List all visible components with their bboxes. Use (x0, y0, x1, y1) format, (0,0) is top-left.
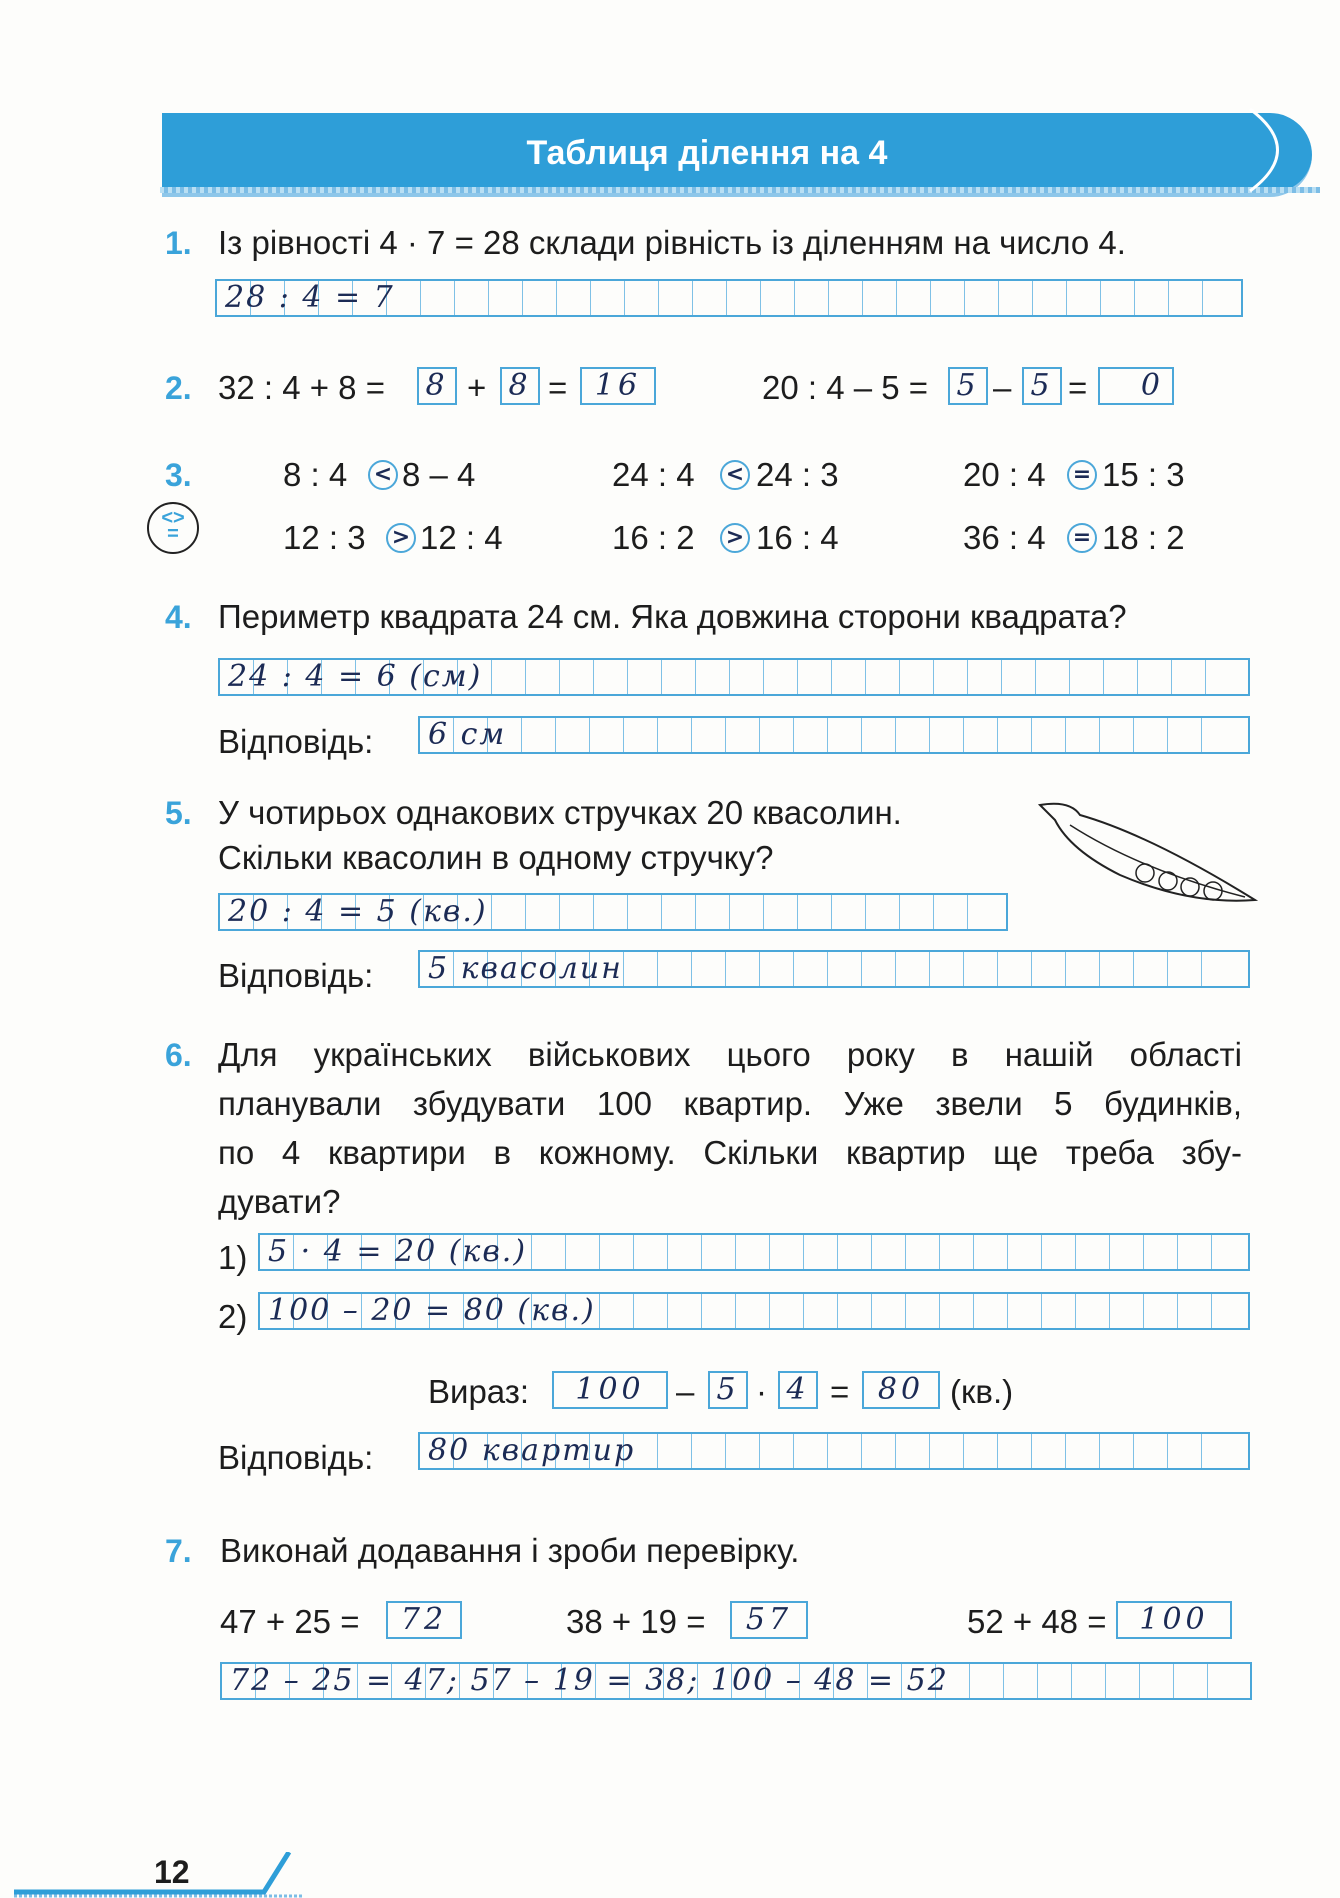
grid-cell[interactable] (804, 1294, 838, 1328)
grid-cell[interactable] (1110, 1294, 1144, 1328)
task-2-box-result-2[interactable]: 0 (1098, 367, 1174, 405)
task-2-box-c[interactable]: 5 (948, 367, 988, 405)
grid-cell[interactable] (862, 1434, 896, 1468)
task-7-text: Виконай додавання і зроби перевірку. (220, 1532, 800, 1569)
grid-cell[interactable] (798, 660, 832, 694)
grid-cell[interactable] (455, 281, 489, 315)
task-5-answer-grid[interactable] (418, 950, 1250, 988)
grid-cell[interactable] (863, 281, 897, 315)
task-2-box-d[interactable]: 5 (1022, 367, 1062, 405)
grid-cell[interactable] (862, 952, 896, 986)
grid-cell[interactable] (1178, 1294, 1212, 1328)
grid-cell[interactable] (906, 1235, 940, 1269)
grid-cell[interactable] (1100, 952, 1134, 986)
task-3-item-2-right: 24 : 3 (756, 456, 839, 493)
grid-cell[interactable] (931, 281, 965, 315)
grid-cell[interactable] (1008, 1294, 1042, 1328)
grid-cell[interactable] (692, 718, 726, 752)
grid-cell[interactable] (625, 281, 659, 315)
task-5-solution-grid[interactable] (218, 893, 1008, 931)
grid-cell[interactable] (998, 718, 1032, 752)
task-4-number: 4. (165, 599, 192, 635)
pea-pod-illustration (1030, 795, 1260, 915)
grid-cell[interactable] (968, 895, 1002, 929)
task-2-box-result[interactable]: 16 (580, 367, 656, 405)
grid-cell[interactable] (1066, 952, 1100, 986)
task-4-text: Периметр квадрата 24 см. Яка довжина сторони квадрата? (218, 598, 1127, 635)
grid-cell[interactable] (1100, 718, 1134, 752)
task-2-eq-2: = (1068, 369, 1088, 406)
grid-cell[interactable] (930, 952, 964, 986)
grid-cell[interactable] (838, 1294, 872, 1328)
task-4-answer-label: Відповідь: (218, 723, 374, 760)
grid-cell[interactable] (1042, 1235, 1076, 1269)
grid-cell[interactable] (726, 1434, 760, 1468)
grid-cell[interactable] (897, 281, 931, 315)
task-7-sum-3-result[interactable]: 100 (1116, 1601, 1232, 1639)
grid-cell[interactable] (866, 895, 900, 929)
grid-cell[interactable] (760, 1434, 794, 1468)
grid-cell[interactable] (726, 952, 760, 986)
task-5-line-1: У чотирьох однакових стручках 20 квасолин. (218, 794, 902, 831)
grid-cell[interactable] (692, 952, 726, 986)
task-6-expr-unit: (кв.) (950, 1373, 1014, 1410)
grid-cell[interactable] (1038, 1664, 1072, 1698)
grid-cell[interactable] (591, 281, 625, 315)
grid-cell[interactable] (726, 718, 760, 752)
grid-cell[interactable] (492, 895, 526, 929)
grid-cell[interactable] (532, 1235, 566, 1269)
grid-cell[interactable] (1206, 660, 1240, 694)
grid-cell[interactable] (1042, 1294, 1076, 1328)
task-7-sum-1: 47 + 25 = (220, 1603, 360, 1640)
task-2-eq: = (548, 369, 568, 406)
grid-cell[interactable] (940, 1294, 974, 1328)
task-1-number: 1. (165, 225, 192, 261)
task-6-step-2-grid[interactable] (258, 1292, 1250, 1330)
task-7-checks: 72 – 25 = 47; 57 – 19 = 38; 100 – 48 = 52 (230, 1663, 949, 1698)
task-6-expr-box-result[interactable]: 80 (862, 1371, 940, 1409)
task-1-text: Із рівності 4 · 7 = 28 склади рівність із діленням на число 4. (218, 224, 1126, 261)
grid-cell[interactable] (829, 281, 863, 315)
grid-cell[interactable] (696, 895, 730, 929)
grid-cell[interactable] (634, 1294, 668, 1328)
task-6-expr-box-b[interactable]: 5 (708, 1371, 748, 1409)
grid-cell[interactable] (964, 952, 998, 986)
grid-cell[interactable] (872, 1235, 906, 1269)
grid-cell[interactable] (628, 660, 662, 694)
grid-cell[interactable] (1066, 1434, 1100, 1468)
task-5-answer-label: Відповідь: (218, 957, 374, 994)
grid-cell[interactable] (965, 281, 999, 315)
grid-cell[interactable] (828, 1434, 862, 1468)
grid-cell[interactable] (1135, 281, 1169, 315)
task-6-answer-label: Відповідь: (218, 1439, 374, 1476)
grid-cell[interactable] (900, 895, 934, 929)
task-1-answer: 28 : 4 = 7 (225, 280, 395, 315)
grid-cell[interactable] (662, 660, 696, 694)
grid-cell[interactable] (1002, 660, 1036, 694)
grid-cell[interactable] (934, 660, 968, 694)
grid-cell[interactable] (668, 1235, 702, 1269)
grid-cell[interactable] (658, 718, 692, 752)
grid-cell[interactable] (1202, 952, 1236, 986)
grid-cell[interactable] (794, 718, 828, 752)
grid-cell[interactable] (999, 281, 1033, 315)
grid-cell[interactable] (1033, 281, 1067, 315)
task-5-solution: 20 : 4 = 5 (кв.) (228, 894, 488, 929)
grid-cell[interactable] (1138, 660, 1172, 694)
task-6-expr-eq: = (830, 1373, 850, 1410)
grid-cell[interactable] (900, 660, 934, 694)
task-6-expr-label: Вираз: (428, 1373, 530, 1410)
task-6-expr-box-c[interactable]: 4 (778, 1371, 818, 1409)
grid-cell[interactable] (1067, 281, 1101, 315)
page-number: 12 (154, 1854, 190, 1890)
task-4-solution-grid[interactable] (218, 658, 1250, 696)
task-5-line-2: Скільки квасолин в одному стручку? (218, 839, 774, 876)
task-3-item-1-sign[interactable]: < (368, 460, 398, 490)
grid-cell[interactable] (628, 895, 662, 929)
task-7-sum-2: 38 + 19 = (566, 1603, 706, 1640)
grid-cell[interactable] (794, 952, 828, 986)
grid-cell[interactable] (566, 1235, 600, 1269)
grid-cell[interactable] (761, 281, 795, 315)
grid-cell[interactable] (1208, 1664, 1242, 1698)
task-6-answer-grid[interactable] (418, 1432, 1250, 1470)
grid-cell[interactable] (1008, 1235, 1042, 1269)
task-6-number: 6. (165, 1037, 192, 1073)
task-3-item-3-sign[interactable]: = (1067, 460, 1097, 490)
grid-cell[interactable] (964, 1434, 998, 1468)
task-6-answer: 80 квартир (428, 1433, 636, 1468)
task-4-solution: 24 : 4 = 6 (см) (228, 659, 483, 694)
grid-cell[interactable] (1134, 1434, 1168, 1468)
grid-cell[interactable] (1168, 952, 1202, 986)
grid-cell[interactable] (1100, 1434, 1134, 1468)
task-6-step-1-grid[interactable] (258, 1233, 1250, 1271)
grid-cell[interactable] (760, 952, 794, 986)
grid-cell[interactable] (770, 1235, 804, 1269)
grid-cell[interactable] (594, 895, 628, 929)
task-2-expr-2: 20 : 4 – 5 = (762, 369, 929, 406)
grid-cell[interactable] (974, 1294, 1008, 1328)
grid-cell[interactable] (526, 660, 560, 694)
grid-cell[interactable] (1212, 1235, 1246, 1269)
grid-cell[interactable] (594, 660, 628, 694)
task-4-answer-grid[interactable] (418, 716, 1250, 754)
grid-cell[interactable] (590, 718, 624, 752)
grid-cell[interactable] (764, 660, 798, 694)
grid-cell[interactable] (1032, 1434, 1066, 1468)
grid-cell[interactable] (600, 1235, 634, 1269)
grid-cell[interactable] (1101, 281, 1135, 315)
grid-cell[interactable] (526, 895, 560, 929)
grid-cell[interactable] (492, 660, 526, 694)
grid-cell[interactable] (624, 718, 658, 752)
task-3-item-3-right: 15 : 3 (1102, 456, 1185, 493)
grid-cell[interactable] (940, 1235, 974, 1269)
grid-cell[interactable] (560, 895, 594, 929)
grid-cell[interactable] (1032, 952, 1066, 986)
grid-cell[interactable] (832, 895, 866, 929)
grid-cell[interactable] (658, 952, 692, 986)
grid-cell[interactable] (930, 1434, 964, 1468)
grid-cell[interactable] (934, 895, 968, 929)
task-6-expr-box-a[interactable]: 100 (552, 1371, 668, 1409)
task-3-item-5-right: 16 : 4 (756, 519, 839, 556)
grid-cell[interactable] (736, 1294, 770, 1328)
grid-cell[interactable] (1032, 718, 1066, 752)
grid-cell[interactable] (730, 660, 764, 694)
grid-cell[interactable] (1104, 660, 1138, 694)
grid-cell[interactable] (872, 1294, 906, 1328)
task-3-item-2-sign[interactable]: < (720, 460, 750, 490)
grid-cell[interactable] (696, 660, 730, 694)
task-5-number: 5. (165, 795, 192, 831)
compare-signs-icon: <> = (147, 502, 199, 554)
grid-cell[interactable] (794, 1434, 828, 1468)
grid-cell[interactable] (1110, 1235, 1144, 1269)
task-3-number: 3. (165, 457, 192, 493)
grid-cell[interactable] (634, 1235, 668, 1269)
task-7-sum-3: 52 + 48 = (967, 1603, 1107, 1640)
grid-cell[interactable] (730, 895, 764, 929)
task-3-item-4-sign[interactable]: > (386, 523, 416, 553)
grid-cell[interactable] (998, 1434, 1032, 1468)
grid-cell[interactable] (1169, 281, 1203, 315)
grid-cell[interactable] (522, 718, 556, 752)
task-7-sum-1-result[interactable]: 72 (386, 1601, 462, 1639)
grid-cell[interactable] (764, 895, 798, 929)
grid-cell[interactable] (798, 895, 832, 929)
task-6-line-4: дувати? (218, 1183, 341, 1220)
grid-cell[interactable] (974, 1235, 1008, 1269)
grid-cell[interactable] (1066, 718, 1100, 752)
grid-cell[interactable] (1134, 718, 1168, 752)
grid-cell[interactable] (1174, 1664, 1208, 1698)
grid-cell[interactable] (1212, 1294, 1246, 1328)
grid-cell[interactable] (970, 1664, 1004, 1698)
grid-cell[interactable] (489, 281, 523, 315)
grid-cell[interactable] (1076, 1294, 1110, 1328)
task-3-item-4-right: 12 : 4 (420, 519, 503, 556)
grid-cell[interactable] (1144, 1235, 1178, 1269)
grid-cell[interactable] (1072, 1664, 1106, 1698)
grid-cell[interactable] (838, 1235, 872, 1269)
grid-cell[interactable] (1140, 1664, 1174, 1698)
grid-cell[interactable] (968, 660, 1002, 694)
grid-cell[interactable] (866, 660, 900, 694)
grid-cell[interactable] (693, 281, 727, 315)
task-6-line-1: Для українських військових цього року в нашій області (218, 1036, 1242, 1073)
grid-cell[interactable] (964, 718, 998, 752)
grid-cell[interactable] (760, 718, 794, 752)
task-2-box-a[interactable]: 8 (417, 367, 457, 405)
grid-cell[interactable] (702, 1294, 736, 1328)
grid-cell[interactable] (795, 281, 829, 315)
grid-cell[interactable] (556, 718, 590, 752)
grid-cell[interactable] (896, 952, 930, 986)
grid-cell[interactable] (1076, 1235, 1110, 1269)
task-7-checks-grid[interactable] (220, 1662, 1252, 1700)
task-3-item-3-left: 20 : 4 (963, 456, 1046, 493)
grid-cell[interactable] (668, 1294, 702, 1328)
task-6-step-1-label: 1) (218, 1239, 248, 1276)
task-6-step-1: 5 · 4 = 20 (кв.) (268, 1234, 528, 1269)
page-title: Таблиця ділення на 4 (526, 134, 888, 172)
grid-cell[interactable] (702, 1235, 736, 1269)
task-3-item-5-left: 16 : 2 (612, 519, 695, 556)
grid-cell[interactable] (1036, 660, 1070, 694)
task-2-number: 2. (165, 370, 192, 406)
task-3-item-1-left: 8 : 4 (283, 456, 348, 493)
grid-cell[interactable] (560, 660, 594, 694)
grid-cell[interactable] (930, 718, 964, 752)
grid-cell[interactable] (727, 281, 761, 315)
task-3-item-2-left: 24 : 4 (612, 456, 695, 493)
task-2-plus: + (467, 369, 487, 406)
task-6-expr-minus: – (676, 1373, 695, 1410)
task-2-box-b[interactable]: 8 (500, 367, 540, 405)
task-6-line-2: планували збудувати 100 квартир. Уже звели 5 будинків, (218, 1085, 1242, 1122)
grid-cell[interactable] (804, 1235, 838, 1269)
grid-cell[interactable] (692, 1434, 726, 1468)
task-5-answer: 5 квасолин (428, 951, 623, 986)
grid-cell[interactable] (1134, 952, 1168, 986)
task-6-step-2: 100 – 20 = 80 (кв.) (268, 1293, 596, 1328)
task-3-item-4-left: 12 : 3 (283, 519, 366, 556)
grid-cell[interactable] (832, 660, 866, 694)
grid-cell[interactable] (557, 281, 591, 315)
grid-cell[interactable] (906, 1294, 940, 1328)
grid-cell[interactable] (1202, 1434, 1236, 1468)
grid-cell[interactable] (1178, 1235, 1212, 1269)
grid-cell[interactable] (1070, 660, 1104, 694)
task-3-item-5-sign[interactable]: > (720, 523, 750, 553)
task-6-line-3: по 4 квартири в кожному. Скільки квартир ще треба збу- (218, 1134, 1242, 1171)
grid-cell[interactable] (1004, 1664, 1038, 1698)
grid-cell[interactable] (1203, 281, 1237, 315)
task-7-number: 7. (165, 1533, 192, 1569)
grid-cell[interactable] (862, 718, 896, 752)
grid-cell[interactable] (998, 952, 1032, 986)
grid-cell[interactable] (1168, 718, 1202, 752)
task-3-item-6-right: 18 : 2 (1102, 519, 1185, 556)
task-3-item-6-sign[interactable]: = (1067, 523, 1097, 553)
grid-cell[interactable] (1106, 1664, 1140, 1698)
grid-cell[interactable] (896, 1434, 930, 1468)
grid-cell[interactable] (828, 952, 862, 986)
task-2-minus: – (993, 369, 1012, 406)
grid-cell[interactable] (1168, 1434, 1202, 1468)
task-6-step-2-label: 2) (218, 1298, 248, 1335)
task-2-expr-1: 32 : 4 + 8 = (218, 369, 385, 406)
grid-cell[interactable] (523, 281, 557, 315)
grid-cell[interactable] (1202, 718, 1236, 752)
grid-cell[interactable] (896, 718, 930, 752)
grid-cell[interactable] (770, 1294, 804, 1328)
task-7-sum-2-result[interactable]: 57 (730, 1601, 808, 1639)
grid-cell[interactable] (828, 718, 862, 752)
task-3-item-1-right: 8 – 4 (402, 456, 476, 493)
grid-cell[interactable] (1144, 1294, 1178, 1328)
grid-cell[interactable] (736, 1235, 770, 1269)
grid-cell[interactable] (662, 895, 696, 929)
task-3-item-6-left: 36 : 4 (963, 519, 1046, 556)
grid-cell[interactable] (421, 281, 455, 315)
grid-cell[interactable] (659, 281, 693, 315)
task-1-answer-grid[interactable] (215, 279, 1243, 317)
task-6-expr-dot: · (756, 1373, 767, 1410)
grid-cell[interactable] (600, 1294, 634, 1328)
grid-cell[interactable] (1172, 660, 1206, 694)
grid-cell[interactable] (624, 952, 658, 986)
task-4-answer: 6 см (428, 717, 507, 752)
grid-cell[interactable] (658, 1434, 692, 1468)
